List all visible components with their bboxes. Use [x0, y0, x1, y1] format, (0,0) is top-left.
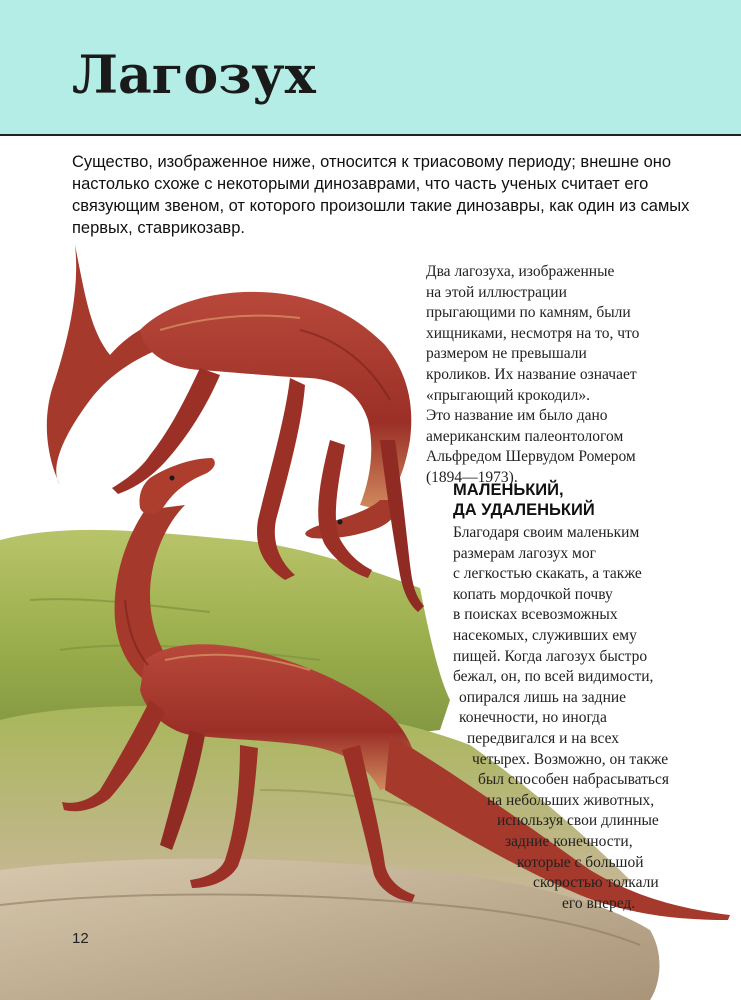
- caption-line: Это название им было дано: [426, 407, 608, 425]
- body-line: скоростью толкали: [533, 874, 659, 892]
- body-line: пищей. Когда лагозух быстро: [453, 647, 648, 665]
- page-number: 12: [72, 930, 89, 947]
- body-line: задние конечности,: [505, 833, 633, 850]
- body-line: которые с большой: [517, 853, 644, 871]
- body-line: в поисках всевозможных: [453, 606, 618, 624]
- caption-line: Два лагозуха, изображенные: [426, 263, 615, 280]
- caption-line: «прыгающий крокодил».: [426, 386, 591, 404]
- caption-line: прыгающими по камням, были: [426, 304, 631, 322]
- body-line: четырех. Возможно, он также: [472, 750, 669, 768]
- body-line: Благодаря своим маленьким: [453, 524, 640, 541]
- body-line: размерам лагозух мог: [453, 544, 596, 562]
- caption-line: Альфредом Шервудом Ромером: [426, 448, 636, 466]
- caption-line: (1894—1973).: [426, 468, 518, 486]
- caption-line: размером не превышали: [426, 345, 587, 363]
- caption-line: хищниками, несмотря на то, что: [426, 324, 640, 342]
- page-title: Лагозух: [72, 45, 316, 106]
- caption-line: на этой иллюстрации: [426, 283, 567, 301]
- illustration-caption: [426, 262, 716, 489]
- body-line: насекомых, служивших ему: [453, 627, 637, 644]
- body-line: бежал, он, по всей видимости,: [453, 668, 654, 686]
- section-heading-line: МАЛЕНЬКИЙ,: [453, 481, 564, 499]
- body-line: с легкостью скакать, а также: [453, 565, 642, 583]
- caption-line: американским палеонтологом: [426, 427, 624, 445]
- caption-line: кроликов. Их название означает: [426, 365, 637, 383]
- body-line: опирался лишь на задние: [459, 688, 627, 706]
- upper-eye: [338, 520, 343, 525]
- body-line: его вперед.: [562, 894, 636, 912]
- body-line: был способен набрасываться: [478, 771, 670, 789]
- body-line: конечности, но иногда: [459, 709, 607, 727]
- body-line: передвигался и на всех: [467, 730, 620, 747]
- section-heading-line: ДА УДАЛЕНЬКИЙ: [453, 501, 595, 519]
- body-line: на небольших животных,: [487, 791, 655, 809]
- body-line: используя свои длинные: [497, 812, 659, 830]
- lower-eye: [170, 476, 175, 481]
- section-heading: [453, 480, 595, 520]
- lead-paragraph: Существо, изображенное ниже, относится к триасовому периоду; внешне оно настолько схоже с некоторыми динозаврами, что часть ученых считает его связующим звеном, от которого произошли такие динозавры, как один из самых первых, ставрикозавр.: [72, 153, 690, 237]
- body-line: копать мордочкой почву: [453, 585, 613, 603]
